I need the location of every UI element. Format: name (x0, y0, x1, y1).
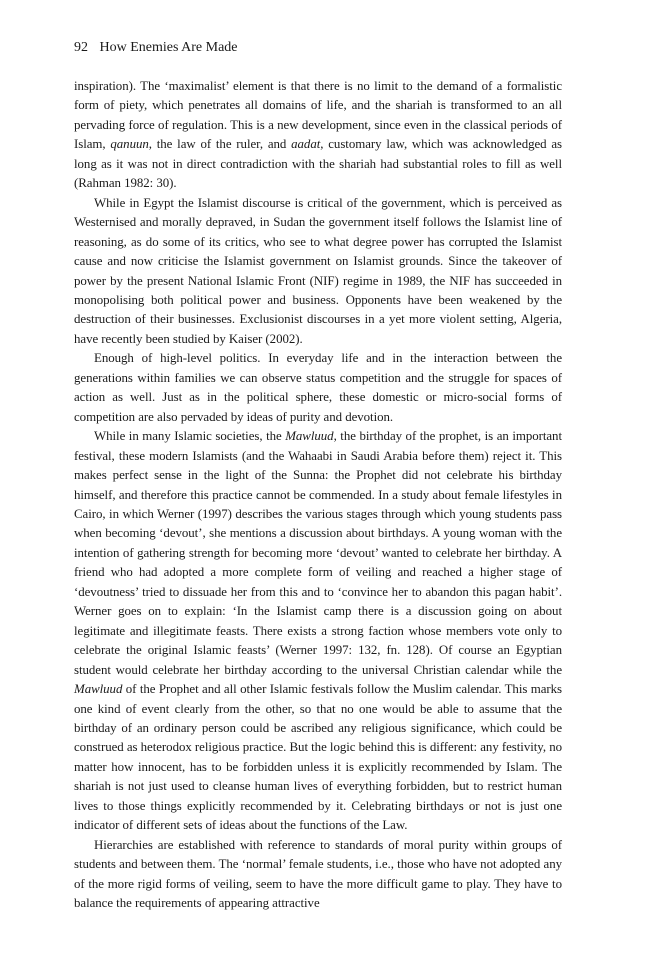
italic-term: Mawluud (285, 429, 334, 444)
text-run: , customary law, which was acknowledged as long as it was not in direct contradiction with the shariah had substantial roles to fill as well (Rahman 1982: 30). (74, 137, 563, 191)
paragraph (74, 77, 562, 194)
paragraph (74, 427, 562, 836)
text-run: Enough of high-level politics. In everyday life and in the interaction between the generations within families we can observe status competition and the struggle for spaces of action as well. Just as in the political sphere, these domestic or micro-social forms of competition are also pervaded by ideas of purity and devotion. (74, 351, 562, 424)
paragraph (74, 194, 562, 350)
running-header (74, 38, 562, 58)
paragraph (74, 349, 562, 427)
text-run: , the birthday of the prophet, is an important festival, these modern Islamists (and the Wahaabi in Saudi Arabia before them) reject it. This makes perfect sense in the light of the Sunna: the Prophet did not celebrate his birthday himself, and therefore this practice cannot be commended. In a study about female lifestyles in Cairo, in which Werner (1997) describes the various stages through which young students pass when becoming ‘devout’, she mentions a discussion about birthdays. A young woman with the intention of gathering strength for becoming more ‘devout’ wanted to celebrate her birthday. A friend who had adopted a more complete form of veiling and reached a higher stage of ‘devoutness’ tried to dissuade her from this and to ‘convince her to abandon this pagan habit’. Werner goes on to explain: ‘In the Islamist camp there is a discussion going on about legitimate and illegitimate feasts. There exists a strong faction whose members vote only to celebrate the original Islamic feasts’ (Werner 1997: 132, fn. 128). Of course an Egyptian student would celebrate her birthday according to the universal Christian calendar while the (74, 429, 562, 677)
page-number: 92 (74, 40, 88, 55)
paragraph (74, 836, 562, 914)
italic-term: qanuun (110, 137, 149, 152)
text-run: While in Egypt the Islamist discourse is critical of the government, which is perceived as Westernised and morally depraved, in Sudan the government itself follows the Islamist line of reasoning, as do some of its critics, who see to what degree power has corrupted the Islamist cause and now criticise the Islamist government on Islamist grounds. Since the takeover of power by the present National Islamic Front (NIF) regime in 1989, the NIF has succeeded in monopolising both political power and business. Opponents have been weakened by the destruction of their businesses. Exclusionist discourses in a yet more violent setting, Algeria, have recently been studied by Kaiser (2002). (74, 195, 562, 346)
body-text (74, 77, 562, 913)
book-page (74, 38, 562, 913)
text-run: Hierarchies are established with reference to standards of moral purity within groups of students and between them. The ‘normal’ female students, i.e., those who have not adopted any of the more rigid forms of veiling, seem to have the more difficult game to play. They have to balance the requirements of appearing attractive (74, 837, 562, 911)
text-run: inspiration). The ‘maximalist’ element is that there is no limit to the demand of a formalistic form of piety, which penetrates all domains of life, and the shariah is transformed to an all pervading force of regulation. This is a new development, since even in the classical periods of Islam, (74, 79, 562, 152)
text-run: , the law of the ruler, and (148, 137, 292, 152)
text-run: While in many Islamic societies, the (94, 429, 286, 444)
text-run: of the Prophet and all other Islamic festivals follow the Muslim calendar. This marks one kind of event clearly from the other, so that no one would be able to assume that the birthday of an ordinary person could be ascribed any religious significance, which could be construed as heterodox religious practice. But the logic behind this is different: any festivity, no matter how innocent, has to be forbidden unless it is explicitly recommended by Islam. The shariah is not just used to cleanse human lives of everything forbidden, but to restrict human lives to those things explicitly recommended by it. Celebrating birthdays or not is just one indicator of different sets of ideas about the functions of the Law. (74, 682, 562, 833)
italic-term: Mawluud (74, 682, 123, 697)
running-title: How Enemies Are Made (99, 40, 238, 55)
italic-term: aadat (291, 137, 321, 152)
